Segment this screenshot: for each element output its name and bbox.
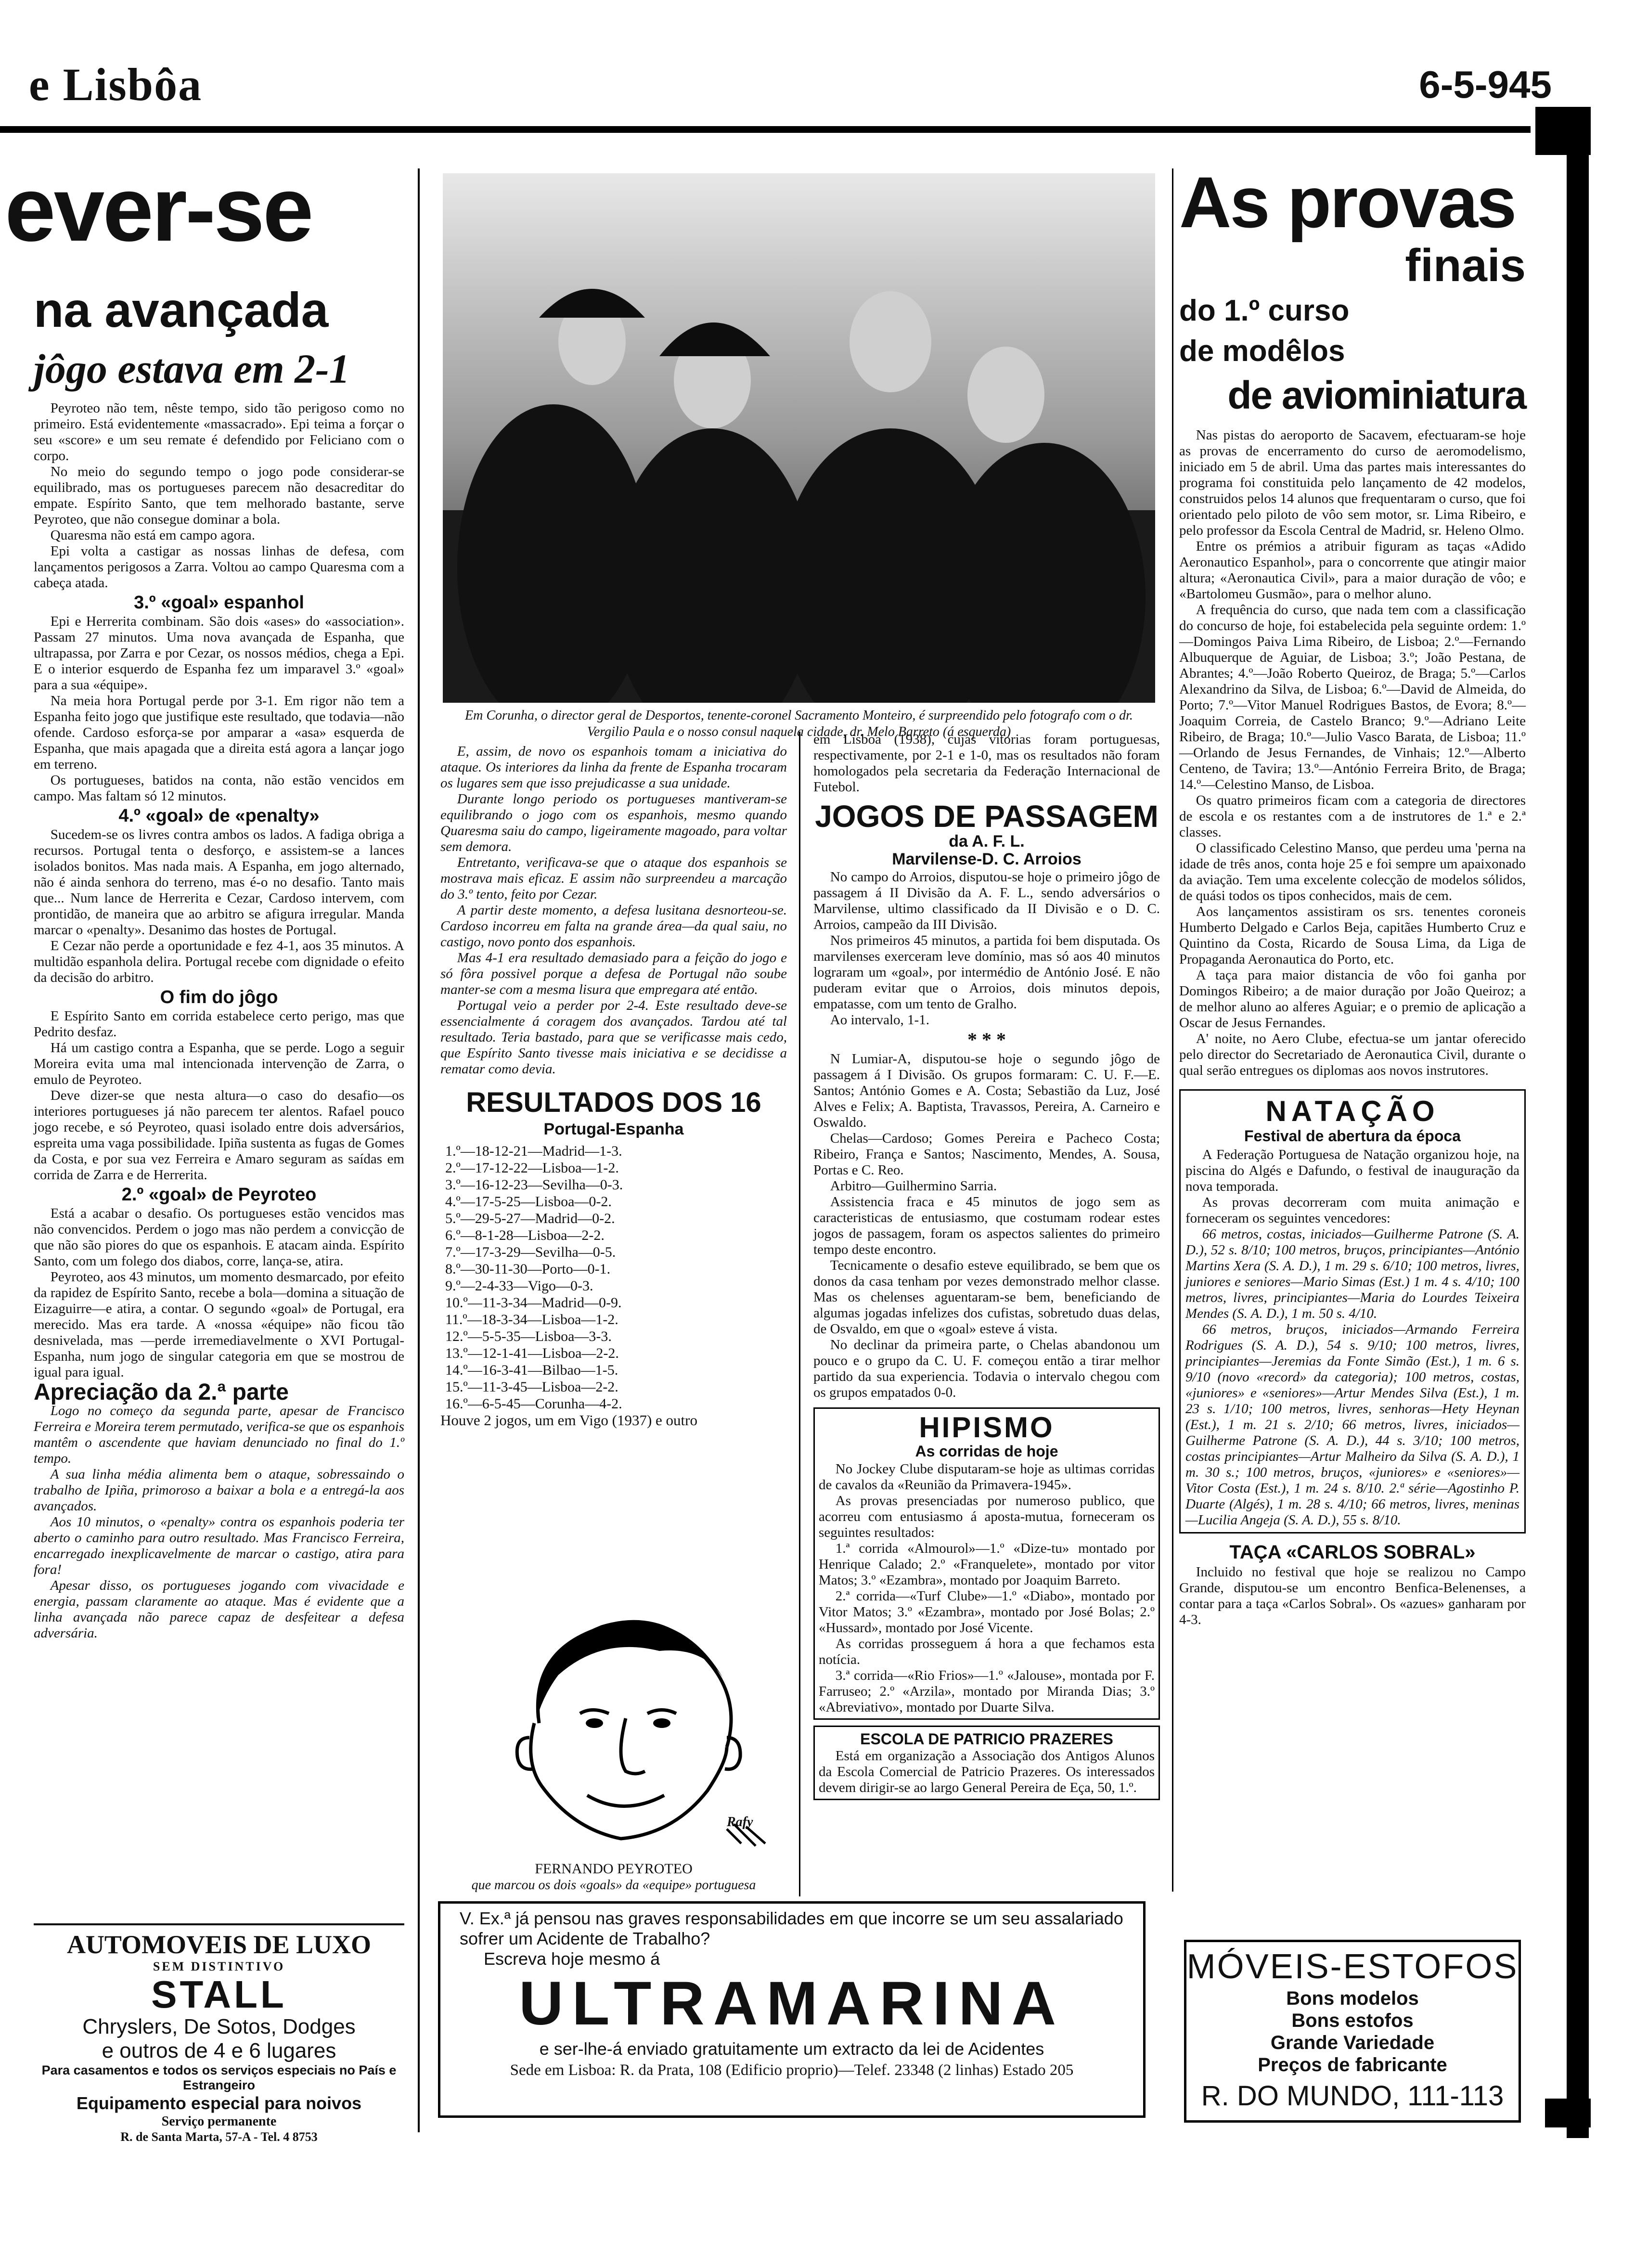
aviominiatura-headline-2: finais (1405, 240, 1526, 291)
paragraph: Aos 10 minutos, o «penalty» contra os espanhois poderia ter aberto o caminho para outro resultado. Mas Francisco Ferreira, encarregado inexplicavelmente de marcar o castigo, atira para fora! (34, 1514, 404, 1577)
masthead (0, 58, 1648, 111)
paragraph: Os portugueses, batidos na conta, não estão vencidos em campo. Mas faltam só 12 minutos. (34, 773, 404, 804)
paragraph: 66 metros, costas, iniciados—Guilherme Patrone (S. A. D.), 52 s. 8/10; 100 metros, bruços, principiantes—António Martins Xera (S. A. D.), 1 m. 29 s. 6/10; 100 metros, livres, juniores e seniores—Mario Simas (Est.) 1 m. 4 s. 4/10; 100 metros, livres, principiantes—Maria do Lourdes Teixeira Mendes (S. A. D.), 1 m. 50 s. 4/10. (1185, 1226, 1519, 1321)
result-row: 5.º—29-5-27—Madrid—0-2. (445, 1211, 615, 1226)
column-4 (1179, 164, 1526, 1628)
moveis-address: R. DO MUNDO, 111-113 (1201, 2080, 1504, 2112)
moveis-title: MÓVEIS-ESTOFOS (1186, 1947, 1519, 1986)
result-row: 11.º—18-3-34—Lisboa—1-2. (445, 1312, 618, 1327)
ad-top-rule (34, 1923, 404, 1925)
moveis-line: Bons modelos (1286, 1988, 1419, 2009)
subheading: O fim do jôgo (160, 987, 278, 1007)
jogos-subtitle: da A. F. L. (949, 832, 1025, 850)
paragraph: No campo do Arroios, disputou-se hoje o primeiro jôgo de passagem á II Divisão da A. F. L., sendo adversários o Marvilense, ultimo classificado da II Divisão e o D. C. Arroios, campeão da III Divisão. (813, 869, 1160, 932)
ad-line: Chryslers, De Sotos, Dodges (82, 2015, 356, 2038)
subheading: 4.º «goal» de «penalty» (118, 806, 320, 826)
paragraph: O classificado Celestino Manso, que perdeu uma 'perna na idade de três anos, conta hoje 25 e foi sempre um apaixonado da aviação. Tem uma excelente colecção de modelos sólidos, de quási todos os tipos conhecidos, mais de cem. (1179, 840, 1526, 903)
jogos-match: Marvilense-D. C. Arroios (892, 850, 1082, 868)
result-row: 16.º—6-5-45—Corunha—4-2. (445, 1396, 622, 1412)
ultramarina-line: e ser-lhe-á enviado gratuitamente um extracto da lei de Acidentes (539, 2039, 1044, 2059)
paragraph: As provas presenciadas por numeroso publico, que acorreu com entusiasmo á aposta-mutua, forneceram os seguintes resultados: (819, 1493, 1155, 1540)
ad-title: AUTOMOVEIS DE LUXO (66, 1930, 372, 1959)
paragraph: Portugal veio a perder por 2-4. Este resultado deve-se essencialmente á coragem dos avançados. Tardou até tal resultado. Teria bastado, para que se verificasse mais cedo, que Espírito Santo tivesse mais iniciativa e se decidisse a rematar como devia. (440, 998, 787, 1077)
paragraph: Ao intervalo, 1-1. (830, 1012, 929, 1028)
escola-box (813, 1726, 1160, 1800)
paragraph: Entre os prémios a atribuir figuram as taças «Adido Aeronautico Espanhol», para o concorrente que atingir maior altura; «Aeronautica Civil», para a maior duração de vôo; e «Bartolomeu Gusmão», para o melhor aluno. (1179, 539, 1526, 602)
paragraph: A sua linha média alimenta bem o ataque, sobressaindo o trabalho de Ipiña, primoroso a baixar a bola e a entregá-la aos avançados. (34, 1467, 404, 1514)
aviominiatura-headline: As provas (1179, 162, 1516, 243)
issue-date: 6-5-945 (1419, 63, 1552, 106)
results-title: RESULTADOS DOS 16 (466, 1087, 761, 1118)
column-divider (1172, 168, 1173, 1892)
hipismo-box (813, 1407, 1160, 1720)
paragraph: Há um castigo contra a Espanha, que se perde. Logo a seguir Moreira evita uma mal intencionada intervenção de Zarra, o emulo de Peyroteo. (34, 1040, 404, 1087)
paragraph: Sucedem-se os livres contra ambos os lados. A fadiga obriga a recursos. Portugal tenta o desforço, e assistem-se a lances isolados bonitos. Mas nada mais. A Espanha, em jogo alternado, não é ainda senhora do terreno, mas é-o no desafio. Tanto mais que... Num lance de Herrerita e Cezar, Cardoso intervem, com prontidão, de maneira que ao arbitro se afigura irregular. Manda marcar o «penalty». Desanimo das hostes de Portugal. (34, 827, 404, 938)
column-1 (5, 158, 404, 1641)
subheading: Apreciação da 2.ª parte (34, 1379, 289, 1405)
paragraph: No meio do segundo tempo o jogo pode considerar-se equilibrado, mas os portugueses parecem não desacreditar do empate. Espírito Santo, que tem melhorado bastante, serve Peyroteo, que não consegue dominar a bola. (34, 464, 404, 527)
result-row: 9.º—2-4-33—Vigo—0-3. (445, 1278, 593, 1294)
paragraph: A partir deste momento, a defesa lusitana desnorteou-se. Cardoso incorreu em falta na grande área—da qual saiu, no castigo, novo ponto dos espanhois. (440, 902, 787, 950)
right-margin-bar (1567, 107, 1589, 2138)
ultramarina-line: Escreva hoje mesmo á (484, 1949, 660, 1969)
moveis-line: Preços de fabricante (1258, 2054, 1447, 2075)
results-list (440, 1143, 787, 1412)
news-photo (443, 173, 1155, 703)
paragraph: Apesar disso, os portugueses jogando com vivacidade e energia, passam claramente ao ataque. Mas é evidente que a linha avançada não parece capaz de desfeitear a defesa adversária. (34, 1578, 404, 1641)
column-divider (799, 732, 800, 1896)
paragraph: Peyroteo, aos 43 minutos, um momento desmarcado, por efeito da rapidez de Espírito Santo, recebe a bola—domina a situação de Eizaguirre—e atira, a contar. O segundo «goal» de Portugal, era merecido. Mas era tarde. A «nossa «équipe» não ficou tão desnivelada, mas —perde irremediavelmente o XVI Portugal-Espanha, num jogo de singular categoria em que se mostrou de igual para igual. (34, 1269, 404, 1380)
moveis-ad (1184, 1940, 1521, 2123)
result-row: 1.º—18-12-21—Madrid—1-3. (445, 1143, 622, 1159)
result-row: 13.º—12-1-41—Lisboa—2-2. (445, 1345, 619, 1361)
subheading: 2.º «goal» de Peyroteo (121, 1185, 317, 1205)
paragraph: N Lumiar-A, disputou-se hoje o segundo jôgo de passagem á I Divisão. Os grupos formaram: C. U. F.—E. Santos; António Gomes e A. Costa; Sebastião da Luz, José Alves e Felix; A. Baptista, Travassos, Pereira, A. Carneiro e Oswaldo. (813, 1051, 1160, 1130)
main-headline: ever-se (5, 158, 312, 260)
paragraph: Entretanto, verificava-se que o ataque dos espanhois se mostrava mais eficaz. E assim não surpreendeu a marcação do 3.º tento, feito por Cezar. (440, 855, 787, 902)
column-3 (813, 732, 1160, 1800)
moveis-line: Grande Variedade (1270, 2032, 1435, 2053)
caricature (457, 1603, 785, 1858)
right-bottom-block (1545, 2099, 1591, 2127)
aviominiatura-headline-4: de modêlos (1179, 335, 1345, 368)
paragraph: Na meia hora Portugal perde por 3-1. Em rigor não tem a Espanha feito jogo que justifique este resultado, que todavia—não ofende. Cardoso esforça-se por amparar a «asa» esquerda de Espanha, que mais apagada que a direita está agora a lançar jogo em terreno. (34, 693, 404, 772)
paragraph: Epi volta a castigar as nossas linhas de defesa, com lançamentos perigosos a Zarra. Voltou ao campo Quaresma com a cabeça atada. (34, 543, 404, 591)
paragraph: Arbitro—Guilhermino Sarria. (830, 1178, 997, 1194)
paragraph: Incluido no festival que hoje se realizou no Campo Grande, disputou-se um encontro Benfica-Belenenses, a contar para a taça «Carlos Sobral». Os «azues» ganharam por 4-3. (1179, 1564, 1526, 1627)
moveis-line: Bons estofos (1291, 2010, 1414, 2031)
paragraph: Houve 2 jogos, um em Vigo (1937) e outro (440, 1412, 697, 1429)
paragraph: Está a acabar o desafio. Os portugueses estão vencidos mas não convencidos. Perdem o jogo mas não perdem a convicção de que não são piores do que os espanhois. E atacam ainda. Espírito Santo, com um folego dos diabos, corre, lança-se, atira. (34, 1206, 404, 1269)
ad-subtitle: SEM DISTINTIVO (153, 1959, 285, 1973)
main-subheadline: na avançada (34, 283, 329, 337)
paragraph: 2.ª corrida—«Turf Clube»—1.º «Diabo», montado por Vitor Matos; 3.º «Ezambra», montado por José Bolas; 2.º «Hussard», montado por José Vicente. (819, 1588, 1155, 1636)
caricature-name: FERNANDO PEYROTEO (535, 1861, 693, 1877)
ultramarina-line: V. Ex.ª já pensou nas graves responsabilidades em que incorre se um seu assalariado sofrer um Acidente de Trabalho? (460, 1908, 1123, 1948)
section-stars: * * * (967, 1029, 1006, 1050)
paragraph: 3.ª corrida—«Rio Frios»—1.º «Jalouse», montada por F. Farruseo; 2.º «Arzila», montado por Miranda Dias; 3.º «Abreviativo», montado por Duarte Silva. (819, 1668, 1155, 1715)
aviominiatura-headline-5: de aviominiatura (1227, 374, 1526, 417)
kicker-line: jôgo estava em 2-1 (34, 346, 350, 392)
results-subtitle: Portugal-Espanha (543, 1120, 684, 1138)
paragraph: E, assim, de novo os espanhois tomam a iniciativa do ataque. Os interiores da linha da frente de Espanha trocaram os lugares sem que isso prejudicasse a sua unidade. (440, 744, 787, 791)
ad-line: Para casamentos e todos os serviços especiais no País e Estrangeiro (41, 2063, 397, 2092)
natacao-box (1179, 1089, 1526, 1533)
result-row: 12.º—5-5-35—Lisboa—3-3. (445, 1328, 612, 1344)
ad-brand: STALL (151, 1973, 287, 2016)
paragraph: A taça para maior distancia de vôo foi ganha por Domingos Ribeiro; a de maior duração por João Queiroz; a de melhor aluno ao alferes Aguiar; e o premio de aplicação a Oscar de Jesus Fernandes. (1179, 967, 1526, 1031)
paragraph: As corridas prosseguem á hora a que fechamos esta notícia. (819, 1636, 1155, 1667)
ultramarina-address: Sede em Lisboa: R. da Prata, 108 (Edificio proprio)—Telef. 23348 (2 linhas) Estado 205 (510, 2062, 1074, 2079)
escola-title: ESCOLA DE PATRICIO PRAZERES (860, 1730, 1113, 1748)
aviominiatura-body (1179, 427, 1526, 1079)
paragraph: E Cezar não perde a oportunidade e fez 4-1, aos 35 minutos. A multidão espanhola delira. Portugal recebe com dignidade o efeito da decisão do arbitro. (34, 938, 404, 985)
paragraph: 1.ª corrida «Almourol»—1.º «Dize-tu» montado por Henrique Calado; 2.º «Franquelete», montado por vitor Matos; 3.º «Ezambra», montado por Joaquim Barreto. (819, 1541, 1155, 1588)
natacao-title: NATAÇÃO (1265, 1095, 1440, 1127)
paragraph: Mas 4-1 era resultado demasiado para a feição do jogo e só fôra possivel porque a defesa de Portugal não soube manter-se com a mesma lisura que empregara até então. (440, 950, 787, 997)
result-row: 6.º—8-1-28—Lisboa—2-2. (445, 1227, 605, 1243)
result-row: 15.º—11-3-45—Lisboa—2-2. (445, 1379, 618, 1395)
paragraph: As provas decorreram com muita animação e forneceram os seguintes vencedores: (1185, 1195, 1519, 1226)
paragraph: Deve dizer-se que nesta altura—o caso do desafio—os interiores portugueses já não parecem ter alentos. Rafael pouco jogo recebe, e só Peyroteo, quasi isolado entre dois adversários, espreita uma vaga possibilidade. Ipiña sustenta as fugas de Gomes da Costa, e por sua vez Ferreira e Amaro seguram as saídas em corrida de Zarra e de Herrerita. (34, 1088, 404, 1183)
result-row: 14.º—16-3-41—Bilbao—1-5. (445, 1362, 618, 1378)
column-divider (418, 168, 420, 2132)
result-row: 4.º—17-5-25—Lisboa—0-2. (445, 1194, 612, 1210)
paragraph: Peyroteo não tem, nêste tempo, sido tão perigoso como no primeiro. Está evidentemente «massacrado». Epi teima a forçar o seu «score» e um seu remate é defendido por Feliciano com o corpo. (34, 400, 404, 464)
newspaper-name: e Lisbôa (29, 59, 203, 110)
subheading: 3.º «goal» espanhol (134, 593, 304, 613)
ad-line: e outros de 4 e 6 lugares (102, 2039, 336, 2062)
paragraph: No Jockey Clube disputaram-se hoje as ultimas corridas de cavalos da «Reunião da Primavera-1945». (819, 1461, 1155, 1493)
paragraph: E Espírito Santo em corrida estabelece certo perigo, mas que Pedrito desfaz. (34, 1008, 404, 1040)
hipismo-title: HIPISMO (919, 1411, 1055, 1443)
paragraph: Durante longo periodo os portugueses mantiveram-se equilibrando o jogo com os espanhois, mesmo quando Quaresma saiu do campo, ligeiramente magoado, para voltar sem demora. (440, 791, 787, 854)
caricature-caption-text: que marcou os dois «goals» da «equipe» portuguesa (471, 1878, 756, 1893)
ad-line: Equipamento especial para noivos (76, 2093, 362, 2113)
paragraph: Os quatro primeiros ficam com a categoria de directores de escola e os restantes com a de instrutores de 1.ª e 2.ª classes. (1179, 793, 1526, 840)
result-row: 10.º—11-3-34—Madrid—0-9. (445, 1295, 622, 1311)
jogos-title: JOGOS DE PASSAGEM (815, 799, 1159, 834)
taca-section (1179, 1540, 1526, 1628)
paragraph: Logo no começo da segunda parte, apesar de Francisco Ferreira e Moreira terem permutado, verifica-se que os espanhois mantêm o ascendente que haviam denunciado no final do 1.º tempo. (34, 1403, 404, 1466)
ad-address: R. de Santa Marta, 57-A - Tel. 4 8753 (120, 2130, 318, 2144)
paragraph: Quaresma não está em campo agora. (50, 528, 255, 543)
result-row: 3.º—16-12-23—Sevilha—0-3. (445, 1177, 623, 1193)
paragraph: Tecnicamente o desafio esteve equilibrado, se bem que os donos da casa tenham por vezes demonstrado melhor classe. Mas os chelenses aguentaram-se bem, beneficiando de algumas jogadas infelizes dos cufistas, sobretudo duas delas, de Osvaldo, em que o «goal» esteve á vista. (813, 1258, 1160, 1337)
paragraph: 66 metros, bruços, iniciados—Armando Ferreira Rodrigues (S. A. D.), 54 s. 9/10; 100 metros, livres, principiantes—Jeremias da Fonte Simão (Est.), 1 m. 6 s. 9/10 (novo «record» da categoria); 100 metros, costas, «juniores» e «seniores»—Artur Mendes Silva (Est.), 1 m. 23 s. 1/10; 100 metros, livres, senhoras—Hety Heynan (Est.), 1 m. 21 s. 2/10; 66 metros, livres, iniciados—Guilherme Patrone (S. A. D.), 44 s. 3/10; 100 metros, costas principiantes—Artur Malheiro da Silva (S. A. D.), 1 m. 30 s.; 100 metros, bruços, «juniores» e «seniores»—Vitor Costa (Est.), 1 m. 24 s. 8/10. 2.ª série—Agostinho P. Duarte (Algés), 1 m. 28 s. 4/10; 66 metros, livres, meninas—Lucilia Angeja (S. A. D.), 55 s. 8/10. (1185, 1322, 1519, 1528)
paragraph: Chelas—Cardoso; Gomes Pereira e Pacheco Costa; Ribeiro, França e Santos; Nascimento, Mendes, A. Sousa, Portas e C. Reo. (813, 1131, 1160, 1178)
masthead-rule (0, 126, 1531, 133)
paragraph: A' noite, no Aero Clube, efectua-se um jantar oferecido pelo director do Secretariado de Aeronautica Civil, durante o qual serão entregues os diplomas aos novos instrutores. (1179, 1031, 1526, 1078)
paragraph: Está em organização a Associação dos Antigos Alunos da Escola Comercial de Patricio Prazeres. Os interessados devem dirigir-se ao largo General Pereira de Eça, 50, 1.º. (819, 1748, 1155, 1795)
paragraph: Aos lançamentos assistiram os srs. tenentes coroneis Humberto Delgado e Carlos Beja, capitães Humberto Cruz e Quintino da Costa, Ricardo de Sousa Lima, da Liga de Propaganda Aeronautica do Porto, etc. (1179, 904, 1526, 967)
paragraph: Nas pistas do aeroporto de Sacavem, efectuaram-se hoje as provas de encerramento do curso de aeromodelismo, iniciado em 5 de abril. Uma das partes mais interessantes do programa foi constituida pelo lançamento de 42 modelos, construidos pelos 14 alunos que frequentaram o curso, que foi orientado pelo piloto de vôo sem motor, sr. Lima Ribeiro, e pelo professor da Escola Central de Madrid, sr. Heleno Olmo. (1179, 427, 1526, 538)
taca-title: TAÇA «CARLOS SOBRAL» (1229, 1542, 1476, 1563)
paragraph: Nos primeiros 45 minutos, a partida foi bem disputada. Os marvilenses exerceram leve domínio, mas só aos 40 minutos lograram um «goal», por intermédio de António José. E não puderam evitar que o Arroios, dois minutos depois, empatasse, com um tento de Gralho. (813, 933, 1160, 1012)
paragraph: Assistencia fraca e 45 minutos de jogo sem as caracteristicas de entusiasmo, que costumam rodear estes jogos de passagem, foram os aspectos salientes do primeiro tempo deste encontro. (813, 1194, 1160, 1257)
aviominiatura-headline-3: do 1.º curso (1179, 294, 1350, 327)
photo-caption: Em Corunha, o director geral de Desportos, tenente-coronel Sacramento Monteiro, é surpreendido pelo fotografo com o dr. Vergilio Paula e o nosso consul naquela cidade, dr. Melo Barreto (á esquerda) (465, 708, 1133, 739)
paragraph: A Federação Portuguesa de Natação organizou hoje, na piscina do Algés e Dafundo, o festival de inauguração da nova temporada. (1185, 1147, 1519, 1194)
paragraph: em Lisboa (1938), cujas vitorias foram portuguesas, respectivamente, por 2-1 e 1-0, mas os resultados não foram homologados pela secretaria da Federação Internacional de Futebol. (813, 732, 1160, 795)
paragraph: A frequência do curso, que nada tem com a classificação do concurso de hoje, foi estabelecida pela seguinte ordem: 1.º—Domingos Paiva Lima Ribeiro, de Lisboa; 2.º—Fernando Albuquerque de Aguiar, de Lisboa; 3.º; João Pestana, de Abrantes; 4.º—João Roberto Queiroz, de Braga; 5.º—Carlos Alexandrino da Silva, de Lisboa; 6.º—David de Almeida, do Porto; 7.º—Vitor Manuel Rodrigues Bastos, de Evora; 8.º—Joaquim Correia, de Castelo Branco; 9.º—Adriano Leite Ribeiro, de Braga; 10.º—Julio Vasco Barata, de Lisboa; 11.º—Orlando de Jesus Fernandes, de Vinhais; 12.º—Alberto Centeno, de Tavira; 13.º—António Ferreira Brito, de Braga; 14.º—Celestino Manso, de Lisboa. (1179, 602, 1526, 792)
result-row: 7.º—17-3-29—Sevilha—0-5. (445, 1244, 616, 1260)
hipismo-subtitle: As corridas de hoje (915, 1443, 1058, 1460)
paragraph: No declinar da primeira parte, o Chelas abandonou um pouco e o grupo da C. U. F. começou então a tirar melhor partido da sua experiencia. Todavia o intervalo chegou com os grupos empatados 0-0. (813, 1337, 1160, 1400)
ad-line: Serviço permanente (161, 2114, 277, 2129)
ultramarina-ad (438, 1901, 1146, 2118)
caricature-caption (440, 1860, 787, 1893)
article-body (34, 400, 404, 1641)
column-2 (440, 744, 787, 1428)
artist-signature: Rafy (727, 1815, 753, 1830)
automoveis-ad (34, 1930, 404, 2145)
photo-image (443, 173, 1155, 703)
result-row: 2.º—17-12-22—Lisboa—1-2. (445, 1160, 619, 1176)
paragraph: Epi e Herrerita combinam. São dois «ases» do «association». Passam 27 minutos. Uma nova avançada de Espanha, que ultrapassa, por Zarra e por Cezar, os nossos médios, chega a Epi. E o interior esquerdo de Espanha fez um imparavel 3.º «goal» para a sua «équipe». (34, 614, 404, 693)
ultramarina-brand: ULTRAMARINA (518, 1969, 1065, 2038)
right-corner-block (1535, 107, 1591, 155)
result-row: 8.º—30-11-30—Porto—0-1. (445, 1261, 611, 1277)
natacao-subtitle: Festival de abertura da época (1244, 1127, 1461, 1145)
